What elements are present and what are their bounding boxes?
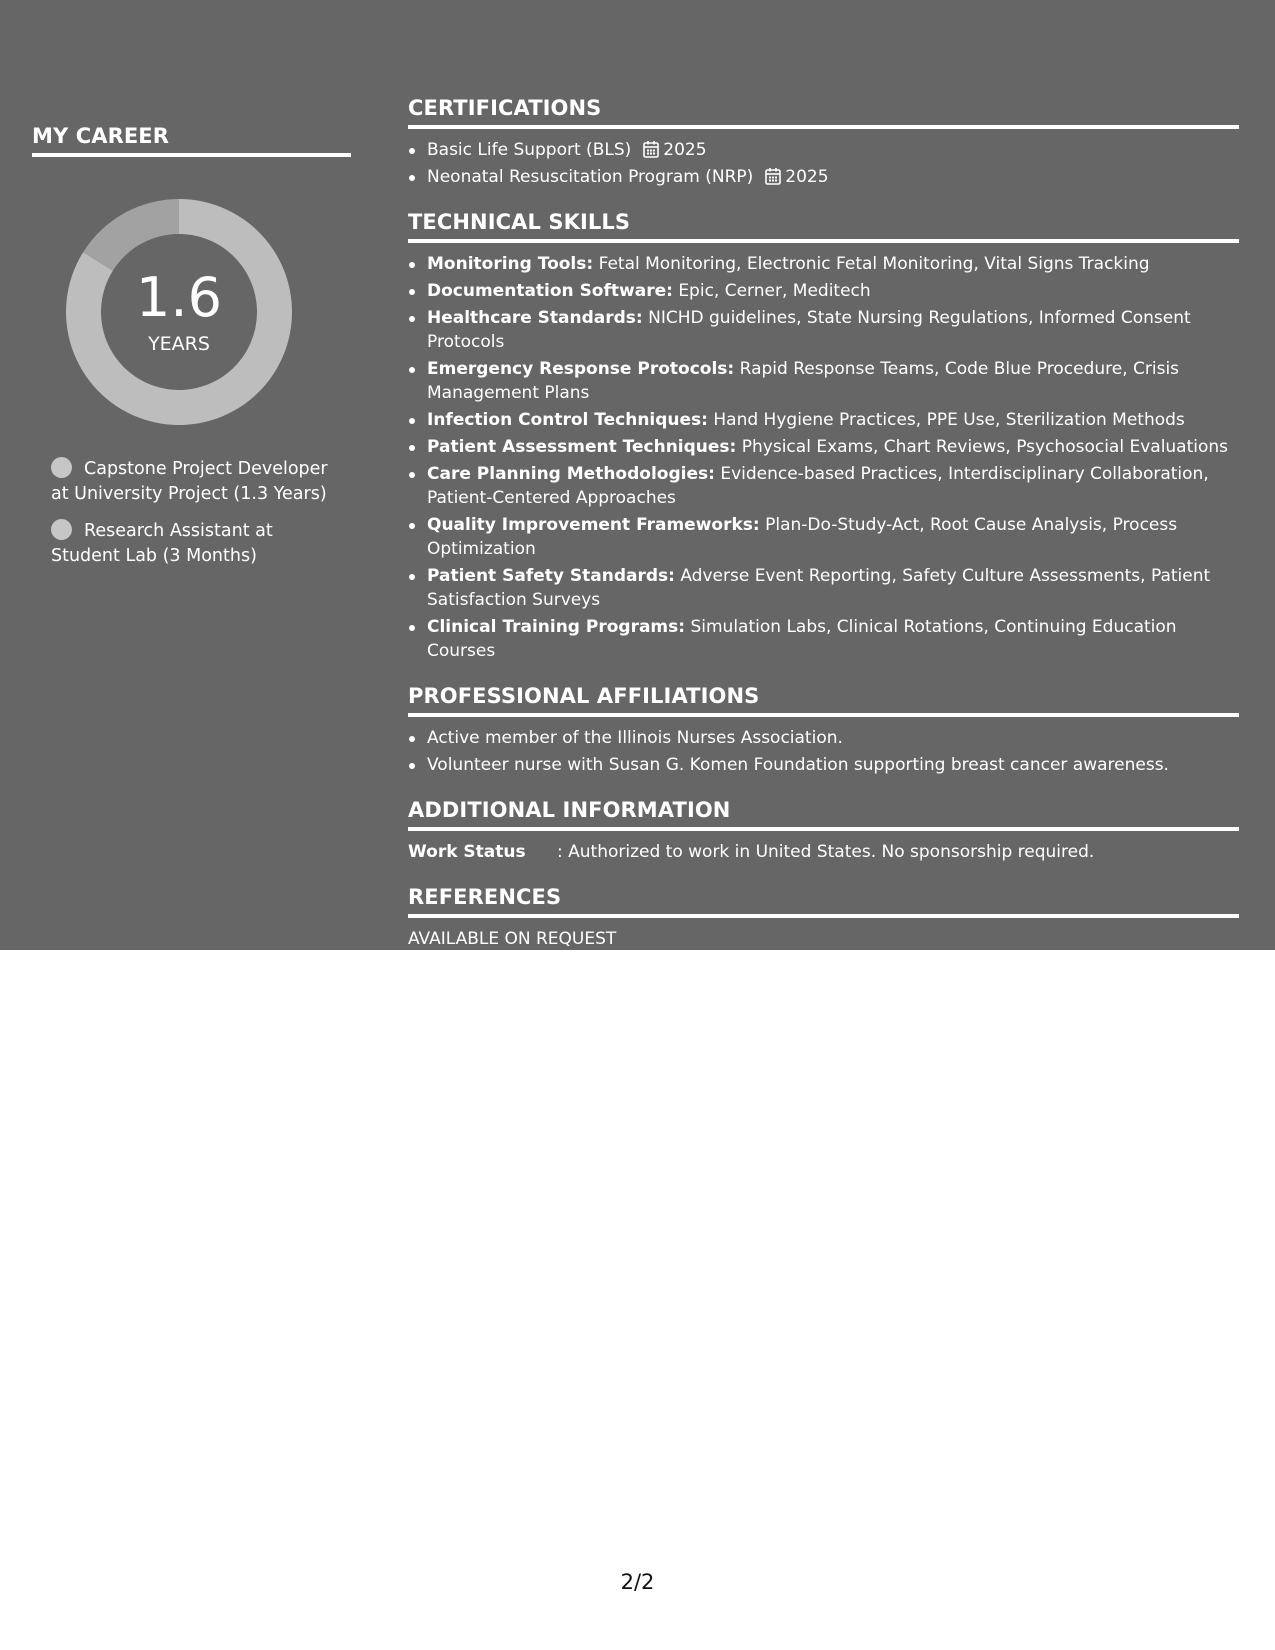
references-text: AVAILABLE ON REQUEST (408, 929, 617, 949)
list-item (408, 615, 1239, 663)
skill-category: Quality Improvement Frameworks: (427, 515, 760, 535)
calendar-icon (643, 140, 659, 158)
list-item (408, 462, 1239, 510)
affiliations-list (408, 726, 1239, 777)
legend-dot-icon (51, 457, 72, 478)
work-status-row (408, 840, 1239, 864)
skill-values: Adverse Event Reporting, Safety Culture Assessments, Patient Satisfaction Surveys (427, 566, 1211, 610)
skill-category: Healthcare Standards: (427, 308, 643, 328)
skill-category: Monitoring Tools: (427, 254, 594, 274)
list-item: Volunteer nurse with Susan G. Komen Foundation supporting breast cancer awareness. (408, 753, 1239, 777)
career-title: MY CAREER (32, 124, 351, 157)
list-item (408, 279, 1239, 303)
certifications-title: CERTIFICATIONS (408, 96, 1239, 129)
cert-year: 2025 (663, 140, 707, 160)
cert-name: Basic Life Support (BLS) (427, 140, 632, 160)
list-item (408, 165, 1239, 189)
skill-category: Emergency Response Protocols: (427, 359, 735, 379)
list-item: Active member of the Illinois Nurses Association. (408, 726, 1239, 750)
legend-item (51, 457, 341, 507)
career-legend (51, 457, 341, 569)
technical-skills-section (408, 210, 1239, 663)
skill-values: Fetal Monitoring, Electronic Fetal Monitoring, Vital Signs Tracking (598, 254, 1150, 274)
main-column (408, 96, 1239, 972)
affiliations-section (408, 684, 1239, 777)
legend-dot-icon (51, 519, 72, 540)
skill-values: Rapid Response Teams, Code Blue Procedure, Crisis Management Plans (427, 359, 1180, 403)
skill-category: Clinical Training Programs: (427, 617, 686, 637)
list-item (408, 513, 1239, 561)
career-years-unit: YEARS (148, 333, 210, 355)
skills-list (408, 252, 1239, 663)
skill-values: NICHD guidelines, State Nursing Regulations, Informed Consent Protocols (427, 308, 1191, 352)
career-column (32, 124, 351, 581)
additional-info-title: ADDITIONAL INFORMATION (408, 798, 1239, 831)
legend-item (51, 519, 341, 569)
work-status-label: Work Status (408, 842, 526, 862)
references-section (408, 885, 1239, 951)
references-title: REFERENCES (408, 885, 1239, 918)
page-number: 2/2 (620, 1570, 655, 1594)
certifications-list (408, 138, 1239, 189)
certifications-section (408, 96, 1239, 189)
skill-values: Evidence-based Practices, Interdisciplinary Collaboration, Patient-Centered Approaches (427, 464, 1209, 508)
skill-category: Documentation Software: (427, 281, 673, 301)
list-item (408, 357, 1239, 405)
career-years-value: 1.6 (136, 266, 222, 329)
work-status-value: : Authorized to work in United States. No sponsorship required. (557, 842, 1095, 862)
skill-values: Hand Hygiene Practices, PPE Use, Sterilization Methods (713, 410, 1185, 430)
technical-skills-title: TECHNICAL SKILLS (408, 210, 1239, 243)
cert-year: 2025 (785, 167, 829, 187)
list-item (408, 564, 1239, 612)
skill-category: Care Planning Methodologies: (427, 464, 715, 484)
legend-label: Research Assistant at Student Lab (3 Months) (51, 521, 273, 566)
cert-name: Neonatal Resuscitation Program (NRP) (427, 167, 754, 187)
skill-category: Patient Assessment Techniques: (427, 437, 737, 457)
additional-info-section (408, 798, 1239, 864)
list-item (408, 408, 1239, 432)
list-item (408, 306, 1239, 354)
list-item (408, 252, 1239, 276)
affiliations-title: PROFESSIONAL AFFILIATIONS (408, 684, 1239, 717)
skill-values: Plan-Do-Study-Act, Root Cause Analysis, Process Optimization (427, 515, 1178, 559)
skill-category: Patient Safety Standards: (427, 566, 675, 586)
skill-category: Infection Control Techniques: (427, 410, 708, 430)
calendar-icon (765, 167, 781, 185)
donut-slice-2 (83, 199, 179, 271)
skill-values: Physical Exams, Chart Reviews, Psychosocial Evaluations (741, 437, 1229, 457)
skill-values: Epic, Cerner, Meditech (678, 281, 871, 301)
legend-label: Capstone Project Developer at University Project (1.3 Years) (51, 459, 328, 504)
skill-values: Simulation Labs, Clinical Rotations, Continuing Education Courses (427, 617, 1177, 661)
list-item (408, 138, 1239, 162)
list-item (408, 435, 1239, 459)
career-donut-chart (66, 199, 292, 425)
